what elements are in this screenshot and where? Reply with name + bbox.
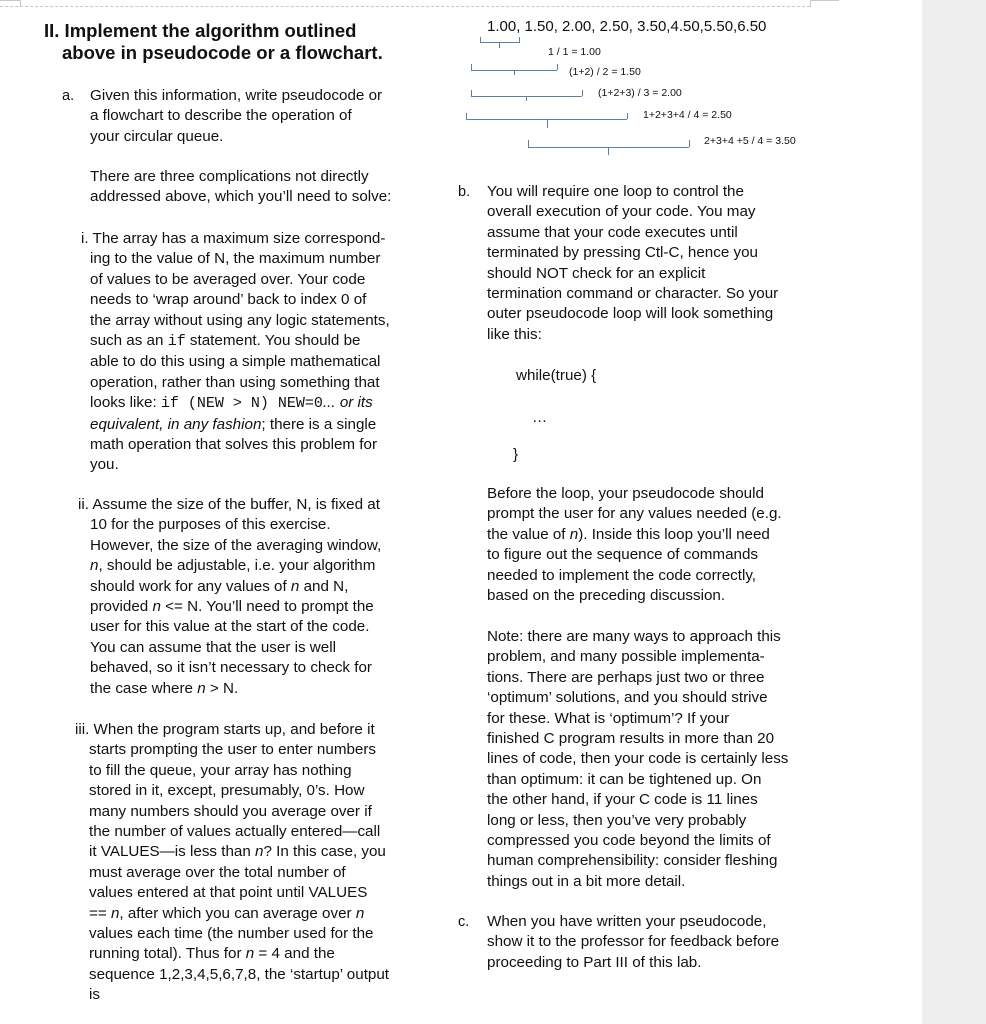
heading-line-2: above in pseudocode or a flowchart. [62, 42, 383, 63]
note-line: compressed you code beyond the limits of [487, 832, 771, 850]
note-line: human comprehensibility: consider fleshing [487, 852, 778, 870]
item-iii-line: is [89, 986, 100, 1004]
item-ii-line: ii. Assume the size of the buffer, N, is fixed at [78, 496, 380, 513]
item-iii-line: starts prompting the user to enter numbers [89, 741, 377, 759]
complications-intro [90, 167, 391, 208]
item-b-line: terminated by pressing Ctl-C, hence you [487, 244, 758, 262]
item-b-line: You will require one loop to control the [487, 183, 744, 200]
text-run: > N. [205, 679, 239, 697]
item-ii-text [78, 495, 381, 699]
text-run: and N, [299, 577, 349, 595]
item-b-line: like this: [487, 325, 542, 343]
item-iii-text [75, 720, 389, 1006]
item-ii-line [78, 556, 381, 576]
item-iii-line: the number of values actually entered—call [89, 823, 381, 841]
text-run: it VALUES—is less than [89, 843, 256, 861]
text-run: provided [90, 598, 153, 616]
bracket-1-stem [499, 43, 500, 48]
item-b-marker: b. [458, 184, 471, 200]
item-ii-line [78, 577, 381, 597]
text-run: n [110, 904, 120, 922]
note-line: things out in a bit more detail. [487, 872, 686, 890]
bracket-3-stem [526, 96, 527, 101]
section-heading [44, 20, 424, 64]
note-line: Note: there are many ways to approach this [487, 628, 781, 645]
before-loop-line: to figure out the sequence of commands [487, 546, 759, 564]
sequence-values: 1.00, 1.50, 2.00, 2.50, 3.50,4.50,5.50,6.50 [487, 18, 767, 35]
item-i-line: needs to ‘wrap around’ back to index 0 of [90, 291, 367, 309]
text-run: running total). Thus for [89, 945, 246, 963]
item-c-marker: c. [458, 914, 470, 930]
caption-1: 1 / 1 = 1.00 [548, 46, 601, 58]
text-run: , should be adjustable, i.e. your algorithm [98, 557, 376, 575]
complications-line: addressed above, which you’ll need to solve: [90, 188, 392, 206]
caption-3: (1+2+3) / 3 = 2.00 [598, 87, 682, 99]
item-iii-line: to fill the queue, your array has nothing [89, 761, 352, 779]
note-line: problem, and many possible implementa- [487, 648, 765, 666]
item-b-line: assume that your code executes until [487, 223, 738, 241]
item-i-line [81, 393, 390, 414]
code-loop-close: } [513, 446, 519, 463]
item-b-line: overall execution of your code. You may [487, 203, 756, 221]
item-iii-line: many numbers should you average over if [89, 802, 372, 820]
text-run: n [290, 577, 300, 595]
bracket-1 [480, 37, 520, 43]
text-run: n [355, 904, 365, 922]
bracket-3-left [471, 90, 472, 96]
text-run: <= N. You’ll need to prompt the [160, 598, 374, 616]
code-snippet: if (NEW > N) NEW=0 [160, 395, 323, 413]
running-average-diagram [466, 18, 826, 168]
item-a-marker: a. [62, 88, 75, 104]
item-ii-line: user for this value at the start of the code. [90, 618, 370, 636]
item-iii-line [75, 904, 389, 924]
before-loop-line: needed to implement the code correctly, [487, 566, 757, 584]
note-line: the other hand, if your C code is 11 lines [487, 791, 758, 809]
item-iii-line: must average over the total number of [89, 863, 346, 881]
item-iii-line: stored in it, except, presumably, 0’s. How [89, 782, 365, 800]
note-line: long or less, then you’ve very probably [487, 811, 747, 829]
code-loop-ellipsis: … [532, 409, 548, 426]
complications-line: There are three complications not directly [90, 168, 369, 185]
item-ii-line: However, the size of the averaging window, [90, 536, 382, 554]
caption-4: 1+2+3+4 / 4 = 2.50 [643, 109, 732, 121]
item-i-line: ing to the value of N, the maximum number [90, 250, 381, 268]
item-iii-line [75, 842, 389, 862]
caption-2: (1+2) / 2 = 1.50 [569, 66, 641, 78]
text-run: = 4 and the [254, 945, 335, 963]
item-ii-line: You can assume that the user is well [90, 638, 336, 656]
item-a-text [90, 86, 382, 147]
text-run: ? In this case, you [263, 843, 386, 861]
text-run: n [90, 557, 99, 575]
note-text [487, 627, 788, 892]
item-b-text [487, 182, 778, 345]
bracket-2-left [471, 64, 472, 70]
item-i-line: able to do this using a simple mathematical [90, 353, 381, 371]
item-a-line: your circular queue. [90, 127, 224, 145]
item-ii-line: 10 for the purposes of this exercise. [90, 516, 331, 534]
text-run: ; there is a single [261, 415, 377, 433]
text-run: equivalent, in any fashion [90, 415, 262, 433]
code-loop-open: while(true) { [516, 367, 597, 384]
item-i-text [81, 229, 390, 476]
item-ii-line [78, 679, 381, 699]
item-ii-line: behaved, so it isn’t necessary to check for [90, 659, 372, 677]
text-run: ... or its [322, 394, 373, 412]
bracket-4-right [627, 113, 628, 119]
item-b-line: termination command or character. So your [487, 285, 779, 303]
bracket-5-right [689, 140, 690, 147]
item-iii-line: values each time (the number used for the [89, 925, 374, 943]
bracket-5-stem [608, 147, 609, 155]
text-run: n [569, 525, 579, 543]
item-i-line [81, 331, 390, 352]
text-run: the value of [487, 525, 570, 543]
bracket-2-right [557, 64, 558, 70]
note-line: tions. There are perhaps just two or three [487, 668, 765, 686]
item-i-line [81, 415, 390, 435]
item-c-line: When you have written your pseudocode, [487, 913, 767, 930]
item-i-line: math operation that solves this problem for [90, 436, 378, 454]
note-line: ‘optimum’ solutions, and you should strive [487, 689, 768, 707]
text-run: such as an [90, 332, 168, 350]
caption-5: 2+3+4 +5 / 4 = 3.50 [704, 135, 796, 147]
item-i-line: i. The array has a maximum size correspond- [81, 230, 386, 247]
note-line: finished C program results in more than 20 [487, 730, 775, 748]
bracket-3-right [582, 90, 583, 96]
item-i-line: you. [90, 456, 119, 474]
item-i-line: operation, rather than using something that [90, 373, 380, 391]
item-c-text [487, 912, 779, 973]
item-iii-line: iii. When the program starts up, and before it [75, 721, 375, 738]
item-i-line: of values to be averaged over. Your code [90, 270, 366, 288]
text-run: the case where [90, 679, 198, 697]
before-loop-text [487, 484, 782, 606]
text-run: n [255, 843, 264, 861]
item-c-line: show it to the professor for feedback before [487, 933, 780, 951]
item-a-line: a flowchart to describe the operation of [90, 107, 352, 125]
bracket-4-left [466, 113, 467, 119]
item-a-line: Given this information, write pseudocode or [90, 87, 383, 104]
text-run: statement. You should be [185, 332, 361, 350]
page-top-boundary [0, 6, 810, 7]
before-loop-line: Before the loop, your pseudocode should [487, 485, 764, 502]
bracket-4-stem [547, 119, 548, 128]
text-run: == [89, 904, 111, 922]
bracket-5-left [528, 140, 529, 147]
code-keyword-if: if [167, 333, 186, 351]
item-iii-line: sequence 1,2,3,4,5,6,7,8, the ‘startup’ output [89, 965, 390, 983]
before-loop-line: based on the preceding discussion. [487, 587, 726, 605]
text-run: should work for any values of [90, 577, 291, 595]
page-corner-mark-right [810, 0, 839, 7]
viewer-side-gutter [922, 0, 986, 1024]
item-i-line: the array without using any logic statements, [90, 311, 390, 329]
text-run: n [152, 598, 161, 616]
item-b-line: outer pseudocode loop will look something [487, 305, 774, 323]
text-run: ). Inside this loop you’ll need [578, 525, 770, 543]
item-c-line: proceeding to Part III of this lab. [487, 953, 702, 971]
bracket-2-stem [514, 70, 515, 75]
note-line: than optimum: it can be tightened up. On [487, 770, 762, 788]
item-iii-line [75, 944, 389, 964]
text-run: n [197, 679, 206, 697]
text-run: , after which you can average over [119, 904, 356, 922]
heading-line-1: II. Implement the algorithm outlined [44, 20, 357, 41]
item-iii-line: values entered at that point until VALUES [89, 884, 368, 902]
note-line: for these. What is ‘optimum’? If your [487, 709, 730, 727]
text-run: n [245, 945, 255, 963]
note-line: lines of code, then your code is certainly less [487, 750, 789, 768]
item-ii-line [78, 597, 381, 617]
item-b-line: should NOT check for an explicit [487, 264, 706, 282]
before-loop-line: prompt the user for any values needed (e.g. [487, 505, 782, 523]
text-run: looks like: [90, 394, 161, 412]
before-loop-line [487, 525, 782, 545]
